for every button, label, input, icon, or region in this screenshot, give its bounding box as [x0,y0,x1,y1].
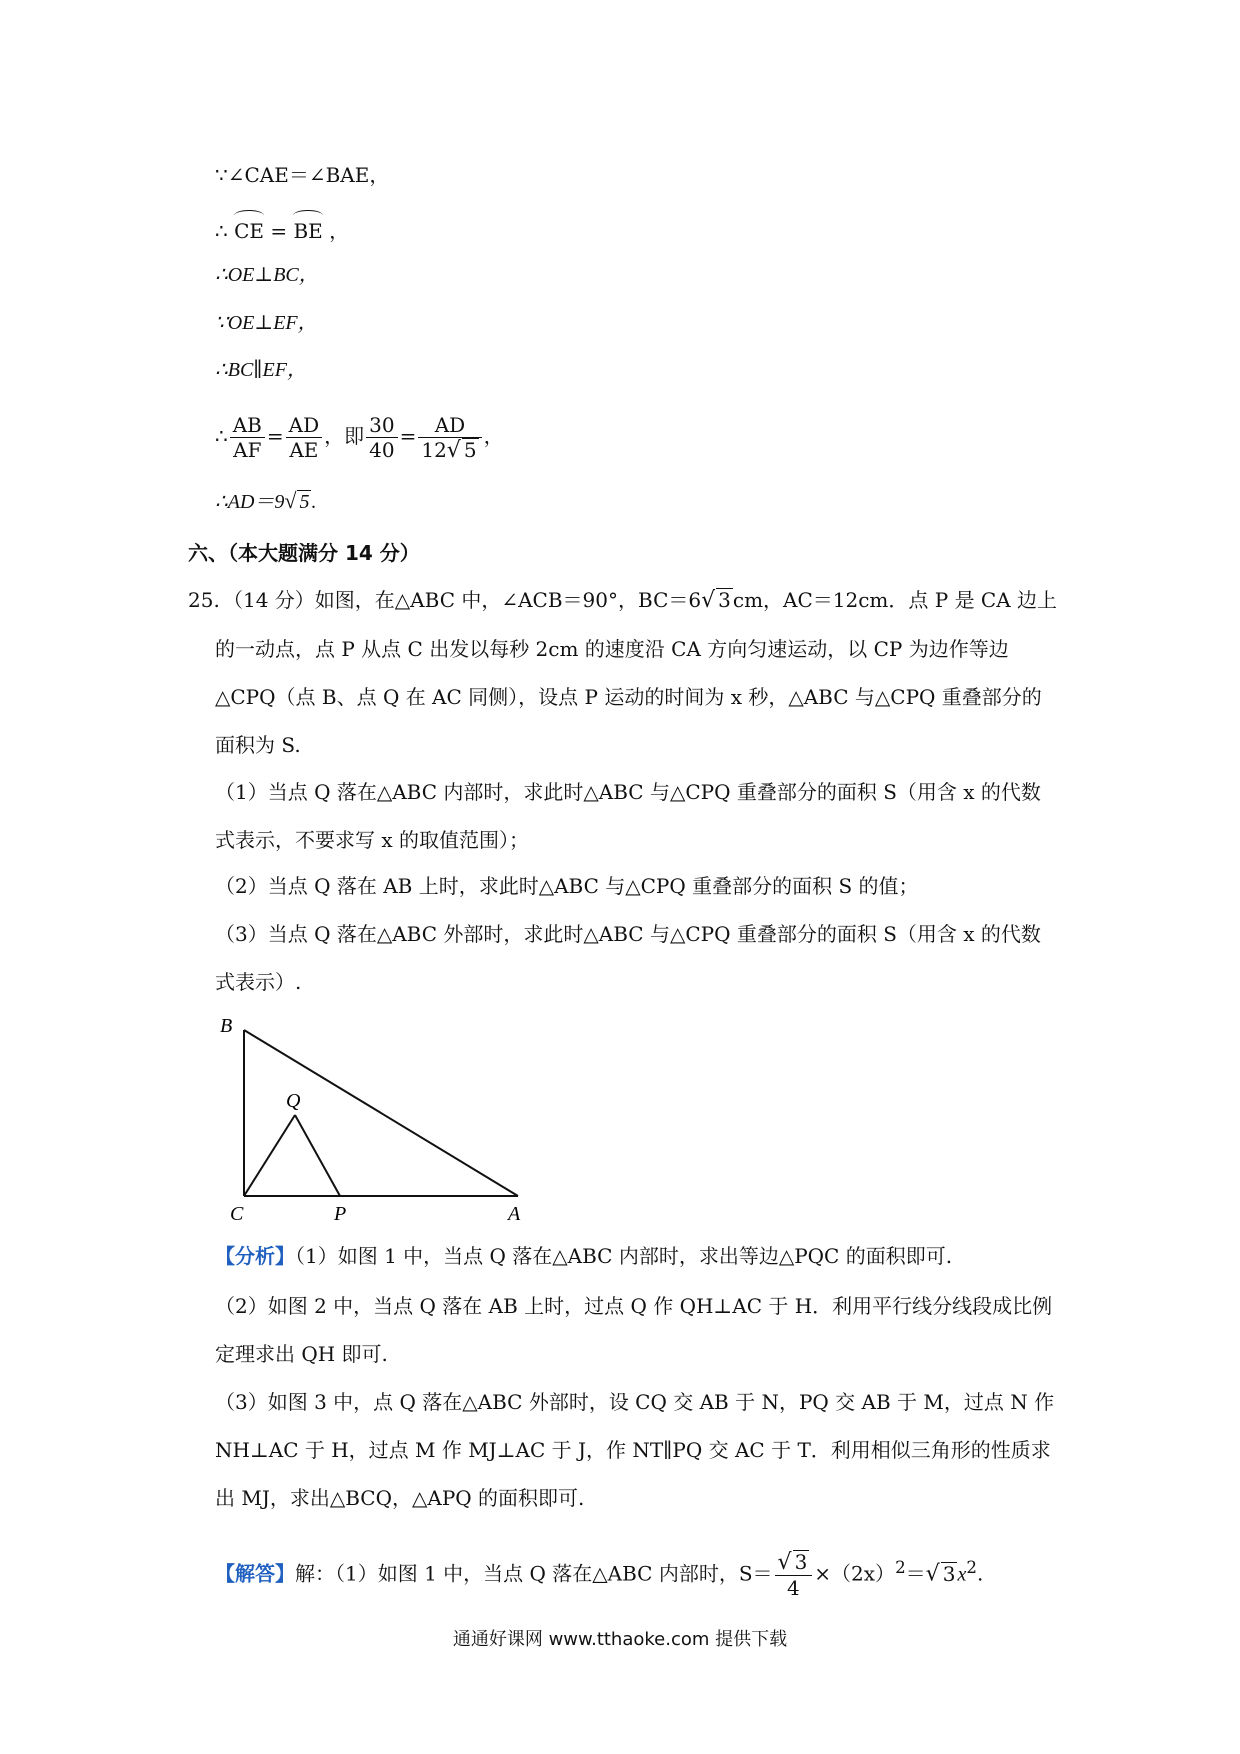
fraction-root3-over-4: $\frac{√ 3}{4}$ [775,1550,813,1600]
question-2: （2）当点 Q 落在 AB 上时，求此时△ABC 与△CPQ 重叠部分的面积 S 的值； [215,874,919,898]
arc-ce: CE [234,210,264,246]
analysis-1: 【分析】（1）如图 1 中，当点 Q 落在△ABC 内部时，求出等边△PQC 的面积即可. [215,1244,953,1268]
therefore-sign: ∴ [215,424,228,448]
question-3: （3）当点 Q 落在△ABC 外部时，求此时△ABC 与△CPQ 重叠部分的面积 S（用含 x 的代数式表示）. [215,922,1041,994]
label-q: Q [286,1090,301,1112]
footer-credit: 通通好课网 www.tthaoke.com 提供下载 [452,1629,788,1650]
therefore-sign: ∴ [215,219,228,243]
side-qp [295,1115,340,1196]
fraction-30-40: $\frac{30}{40}$ [366,413,397,462]
answer-tag: 【解答】 [215,1561,295,1586]
comma: ， [329,219,350,243]
arc-be: BE [293,210,322,246]
fraction-ab-af: $\frac{AB}{AF}$ [230,413,265,462]
proof-line-3: ∴OE⊥BC， [215,264,319,286]
proof-line-6: ∴ $\frac{AB}{AF}$ = $\frac{AD}{AE}$ ，即 $\frac{30}{40}$ = $\frac{AD}{12√ 5}$ ， [215,412,504,463]
problem-number: 25. [188,588,220,612]
triangle-figure [200,1010,540,1225]
radical: 5 [299,491,310,513]
proof-line-5: ∴BC∥EF， [215,359,307,381]
proof-line-2 [215,210,349,246]
analysis-2: （2）如图 2 中，当点 Q 落在 AB 上时，过点 Q 作 QH⊥AC 于 H．利用平行线分线段成比例定理求出 QH 即可. [215,1294,1053,1366]
question-1: （1）当点 Q 落在△ABC 内部时，求此时△ABC 与△CPQ 重叠部分的面积 S（用含 x 的代数式表示，不要求写 x 的取值范围）； [215,780,1041,852]
fraction-ad-12root5: $\frac{AD}{12√ 5}$ [418,413,481,463]
label-a: A [508,1203,521,1225]
answer-line: 【解答】解：（1）如图 1 中，当点 Q 落在△ABC 内部时，S＝ $\frac{√ 3}{4}$ $\times(2x)^2=√$ 3 $x^2$. [215,1550,984,1601]
proof-line-1: ∵∠CAE＝∠BAE， [215,163,390,187]
label-c: C [230,1203,244,1225]
fraction-ad-ae: $\frac{AD}{AE}$ [286,413,322,462]
analysis-3: （3）如图 3 中，点 Q 落在△ABC 外部时，设 CQ 交 AB 于 N，PQ 交 AB 于 M，过点 N 作 NH⊥AC 于 H，过点 M 作 MJ⊥AC 于 J，作 NT∥PQ 交 AC 于 T．利用相似三角形的性质求出 MJ，求出△BCQ，△APQ 的面积即可. [215,1390,1055,1510]
proof-line-4: ∵OE⊥EF， [215,312,318,334]
label-p: P [334,1203,347,1225]
equals-sign: = [270,219,288,243]
side-cq [244,1115,295,1196]
side-ab [244,1030,518,1196]
problem-statement: （14 分）如图，在△ABC 中，∠ACB＝90°，BC＝6√ 3 cm，AC＝12cm．点 P 是 CA 边上的一动点，点 P 从点 C 出发以每秒 2cm 的速度沿 CA 方向匀速运动，以 CP 为边作等边△CPQ（点 B、点 Q 在 AC 同侧），设点 P 运动的时间为 x 秒，△ABC 与△CPQ 重叠部分的面积为 S. [215,588,1058,757]
analysis-tag: 【分析】 [215,1244,295,1268]
section-heading: 六、（本大题满分 14 分） [188,541,420,565]
proof-line-7: ∴AD＝9√ 5 . [215,488,317,513]
label-b: B [220,1015,233,1037]
